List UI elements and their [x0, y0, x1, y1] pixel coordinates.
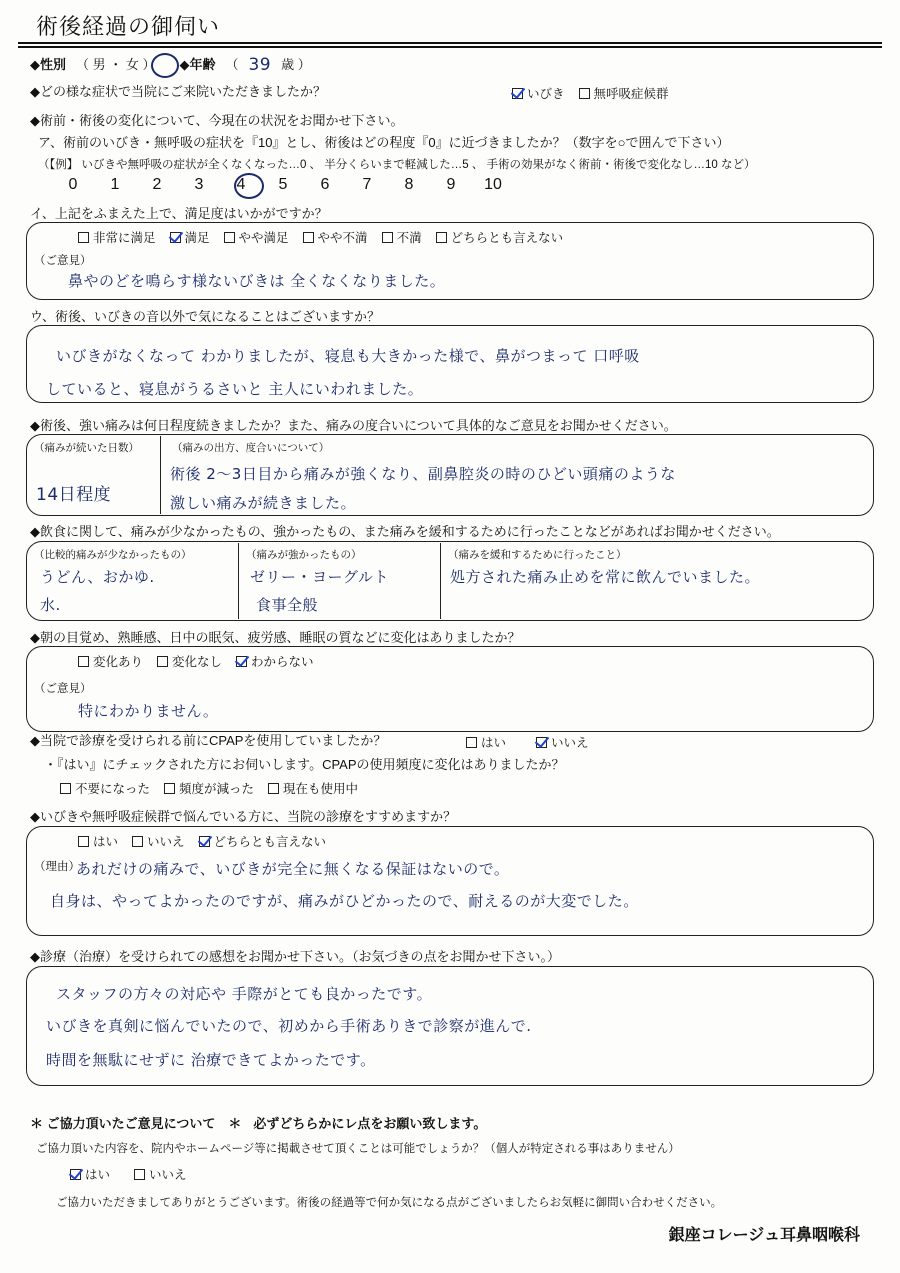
gender-selected-circle	[151, 53, 179, 78]
pain-detail-label: （痛みの出方、度合いについて）	[172, 442, 330, 454]
option-consent-yes[interactable]	[70, 1165, 110, 1183]
option-somewhat-dissatisfied[interactable]	[303, 228, 368, 246]
pain-box-divider	[160, 436, 161, 514]
food-col1-line2-row	[40, 594, 61, 615]
option-cpap-still-using[interactable]	[268, 779, 358, 797]
option-label: いいえ	[551, 736, 589, 750]
checkbox-icon[interactable]	[512, 88, 523, 99]
q-cpap-options	[466, 733, 603, 751]
sleep-comment-label: （ご意見）	[34, 683, 92, 695]
q-change-line-a	[38, 134, 730, 152]
checkbox-icon[interactable]	[60, 783, 71, 794]
consent-question-row	[36, 1140, 680, 1156]
consent-options	[70, 1165, 201, 1183]
q-recommend-options	[78, 832, 340, 850]
scale-6[interactable]: 6	[320, 176, 330, 193]
option-somewhat-satisfied[interactable]	[224, 228, 289, 246]
option-neither[interactable]	[436, 228, 564, 246]
option-label: はい	[481, 736, 507, 750]
food-col1-line2[interactable]: 水.	[40, 596, 61, 614]
checkbox-icon[interactable]	[170, 232, 181, 243]
scale-0[interactable]: 0	[68, 176, 78, 193]
food-col3-label-row	[448, 547, 627, 562]
scale-1[interactable]: 1	[110, 176, 120, 193]
q-cpap-label: ◆当院で診療を受けられる前にCPAPを使用していましたか？	[30, 733, 387, 748]
checkbox-icon[interactable]	[134, 1169, 145, 1180]
q-food-label: ◆飲食に関して、痛みが少なかったもの、強かったもの、また痛みを緩和するために行ったことなどがあればお聞かせください。	[30, 524, 780, 539]
option-label: 非常に満足	[93, 231, 156, 245]
impression-line3[interactable]: 時間を無駄にせずに 治療できてよかったです。	[46, 1051, 376, 1069]
pain-detail-line1[interactable]: 術後 2〜3日目から痛みが強くなり、副鼻腔炎の時のひどい頭痛のような	[170, 465, 676, 483]
option-label: やや不満	[317, 231, 368, 245]
checkbox-icon[interactable]	[199, 836, 210, 847]
q-change-label-row	[30, 112, 403, 130]
option-label: いいえ	[149, 1168, 187, 1182]
option-ibiki[interactable]	[512, 84, 565, 102]
severity-scale[interactable]	[52, 176, 514, 194]
impression-line2-row	[46, 1015, 531, 1036]
option-label: はい	[85, 1168, 111, 1182]
consent-heading-left: ＊ ご協力頂いたご意見について ＊	[30, 1116, 242, 1131]
q-symptom-options	[512, 84, 683, 102]
food-col2-line2[interactable]: 食事全般	[256, 596, 319, 614]
checkbox-icon[interactable]	[78, 656, 89, 667]
food-col2-line1[interactable]: ゼリー・ヨーグルト	[250, 568, 390, 586]
satisfaction-comment-value[interactable]: 鼻やのどを鳴らす様ないびきは 全くなくなりました。	[68, 272, 446, 290]
q-change-line-a-text: ア、術前のいびき・無呼吸の症状を『10』とし、術後はどの程度『0』に近づきましたか？（数字を○で囲んで下さい）	[38, 135, 730, 150]
option-label: 現在も使用中	[283, 782, 359, 796]
q-satisfaction-label: イ、上記をふまえた上で、満足度はいかがですか？	[30, 206, 328, 221]
consent-heading-right: 必ずどちらかにレ点をお願い致します。	[253, 1116, 487, 1131]
recommend-reason-line1-row	[76, 858, 509, 879]
scale-7[interactable]: 7	[362, 176, 372, 193]
food-col3-line1-row	[450, 566, 760, 587]
option-cpap-no[interactable]	[536, 733, 589, 751]
gender-label: ◆性別	[30, 57, 66, 73]
option-dissatisfied[interactable]	[382, 228, 422, 246]
option-label: 無呼吸症候群	[593, 87, 669, 101]
option-label: どちらとも言えない	[450, 231, 564, 245]
pain-days-value[interactable]: 14日程度	[36, 485, 112, 505]
consent-thanks-row	[56, 1194, 722, 1210]
q-sleep-label: ◆朝の目覚め、熟睡感、日中の眠気、疲労感、睡眠の質などに変化はありましたか？	[30, 630, 521, 645]
impression-line3-row	[46, 1049, 376, 1070]
option-recommend-yes[interactable]	[78, 832, 118, 850]
q-cpap-sub-options	[60, 779, 372, 797]
pain-days-label-row	[34, 440, 139, 455]
recommend-reason-label-row	[34, 858, 80, 874]
q-impression-label-row	[30, 948, 560, 966]
pain-days-value-row	[36, 480, 111, 505]
consent-thanks: ご協力いただきましてありがとうございます。術後の経過等で何か気になる点がございましたらお気軽に御問い合わせください。	[56, 1197, 723, 1209]
gender-options[interactable]: （ 男 ・ 女 ）	[76, 57, 156, 73]
satisfaction-comment-label: （ご意見）	[34, 255, 92, 267]
food-col2-label: （痛みが強かったもの）	[246, 549, 362, 561]
checkbox-icon[interactable]	[466, 737, 477, 748]
option-cpap-reduced[interactable]	[164, 779, 254, 797]
pain-days-label: （痛みが続いた日数）	[34, 442, 139, 454]
checkbox-icon[interactable]	[536, 737, 547, 748]
food-col1-line1-row	[40, 566, 155, 587]
checkbox-icon[interactable]	[164, 783, 175, 794]
checkbox-icon[interactable]	[579, 88, 590, 99]
checkbox-icon[interactable]	[132, 836, 143, 847]
scale-9[interactable]: 9	[446, 176, 456, 193]
option-changed[interactable]	[78, 652, 143, 670]
recommend-reason-line2[interactable]: 自身は、やってよかったのですが、痛みがひどかったので、耐えるのが大変でした。	[50, 892, 639, 910]
option-label: 頻度が減った	[179, 782, 255, 796]
option-unknown[interactable]	[236, 652, 314, 670]
checkbox-icon[interactable]	[303, 232, 314, 243]
q-other-label: ウ、術後、いびきの音以外で気になることはございますか？	[30, 309, 380, 324]
q-satisfaction-options	[78, 228, 577, 246]
age-value[interactable]: 39	[248, 55, 272, 75]
clinic-name: 銀座コレージュ耳鼻咽喉科	[668, 1225, 860, 1244]
satisfaction-comment-row	[68, 270, 445, 291]
q-satisfaction-label-row	[30, 205, 328, 223]
page-title: 術後経過の御伺い	[36, 15, 221, 40]
scale-4[interactable]: 4	[236, 176, 246, 193]
sleep-comment-value[interactable]: 特にわかりません。	[78, 702, 219, 720]
age-open-paren: （	[225, 57, 239, 73]
q-symptom-label-row	[30, 83, 326, 101]
q-food-label-row	[30, 523, 780, 541]
q-sleep-options	[78, 652, 328, 670]
food-col3-line1[interactable]: 処方された痛み止めを常に飲んでいました。	[450, 568, 761, 586]
scale-selected-circle	[234, 173, 264, 199]
option-label: わからない	[251, 655, 314, 669]
food-col2-label-row	[246, 547, 362, 562]
consent-question: ご協力頂いた内容を、院内やホームページ等に掲載させて頂くことは可能でしょうか？（個人が特定される事はありません）	[36, 1143, 680, 1155]
consent-heading-row	[30, 1115, 486, 1133]
pain-detail-line2[interactable]: 激しい痛みが続きました。	[170, 494, 357, 512]
sleep-comment-label-row	[34, 680, 92, 696]
food-col1-label-row	[34, 547, 192, 562]
food-col3-label: （痛みを緩和するために行ったこと）	[448, 549, 627, 561]
other-answer-line1[interactable]: いびきがなくなって わかりましたが、寝息も大きかった様で、鼻がつまって 口呼吸	[56, 347, 640, 365]
checkbox-icon[interactable]	[268, 783, 279, 794]
checkbox-icon[interactable]	[78, 836, 89, 847]
option-label: はい	[93, 835, 119, 849]
other-answer-line2[interactable]: していると、寝息がうるさいと 主人にいわれました。	[46, 380, 424, 398]
q-cpap-sub-label-row	[44, 756, 565, 774]
food-col2-line1-row	[250, 566, 389, 587]
option-cpap-not-needed[interactable]	[60, 779, 150, 797]
sleep-comment-row	[78, 700, 218, 721]
option-label: 変化あり	[93, 655, 144, 669]
option-satisfied[interactable]	[170, 228, 210, 246]
q-impression-label: ◆診療（治療）を受けられての感想をお聞かせ下さい。（お気づきの点をお聞かせ下さい。）	[30, 949, 560, 964]
q-cpap-label-row	[30, 732, 386, 750]
impression-line1-row	[56, 983, 432, 1004]
scale-3[interactable]: 3	[194, 176, 204, 193]
scale-2[interactable]: 2	[152, 176, 162, 193]
scale-5[interactable]: 5	[278, 176, 288, 193]
option-label: 不要になった	[75, 782, 151, 796]
q-recommend-label-row	[30, 808, 456, 826]
food-col2-line2-row	[256, 594, 318, 615]
option-very-satisfied[interactable]	[78, 228, 156, 246]
impression-line2[interactable]: いびきを真剣に悩んでいたので、初めから手術ありきで診察が進んで.	[46, 1017, 532, 1035]
option-apnea[interactable]	[579, 84, 669, 102]
option-recommend-no[interactable]	[132, 832, 185, 850]
other-answer-line1-row	[56, 345, 640, 366]
option-label: いいえ	[147, 835, 185, 849]
food-col1-line1[interactable]: うどん、おかゆ.	[40, 568, 155, 586]
pain-detail-line2-row	[170, 492, 356, 513]
q-pain-label-row	[30, 417, 677, 435]
pain-detail-label-row	[172, 440, 329, 455]
option-label: 満足	[184, 231, 210, 245]
scale-8[interactable]: 8	[404, 176, 414, 193]
option-recommend-neither[interactable]	[199, 832, 327, 850]
q-pain-label: ◆術後、強い痛みは何日程度続きましたか？また、痛みの度合いについて具体的なご意見をお聞かせください。	[30, 418, 677, 433]
recommend-reason-label: （理由）	[34, 861, 80, 873]
recommend-reason-line1[interactable]: あれだけの痛みで、いびきが完全に無くなる保証はないので。	[76, 860, 510, 878]
food-divider-1	[238, 543, 239, 619]
age-close-paren: 歳 ）	[281, 57, 311, 73]
checkbox-icon[interactable]	[224, 232, 235, 243]
q-symptom-label: ◆どの様な症状で当院にご来院いただきましたか？	[30, 84, 326, 99]
q-other-label-row	[30, 308, 380, 326]
age-label: ◆年齢	[179, 57, 216, 73]
option-label: 不満	[396, 231, 422, 245]
option-label: やや満足	[238, 231, 289, 245]
checkbox-icon[interactable]	[70, 1169, 81, 1180]
checkbox-icon[interactable]	[436, 232, 447, 243]
checkbox-icon[interactable]	[78, 232, 89, 243]
recommend-reason-line2-row	[50, 890, 639, 911]
satisfaction-comment-label-row	[34, 252, 92, 268]
option-unchanged[interactable]	[157, 652, 222, 670]
q-change-example-text: （【例】 いびきや無呼吸の症状が全くなくなった…0 、 半分くらいまで軽減した…5 、 手術の効果がなく術前・術後で変化なし…10 など）	[38, 159, 756, 171]
title-divider	[18, 42, 882, 48]
q-cpap-sub-label: ・『はい』にチェックされた方にお伺いします。CPAPの使用頻度に変化はありましたか？	[44, 757, 565, 772]
checkbox-icon[interactable]	[157, 656, 168, 667]
q-change-example	[38, 156, 756, 172]
q-change-label: ◆術前・術後の変化について、今現在の状況をお聞かせ下さい。	[30, 113, 404, 128]
option-label: いびき	[527, 87, 565, 101]
option-label: どちらとも言えない	[213, 835, 327, 849]
impression-line1[interactable]: スタッフの方々の対応や 手際がとても良かったです。	[56, 985, 433, 1003]
food-divider-2	[440, 543, 441, 619]
other-answer-line2-row	[46, 378, 423, 399]
checkbox-icon[interactable]	[382, 232, 393, 243]
q-recommend-label: ◆いびきや無呼吸症候群で悩んでいる方に、当院の診療をすすめますか？	[30, 809, 457, 824]
option-label: 変化なし	[172, 655, 223, 669]
option-consent-no[interactable]	[134, 1165, 187, 1183]
option-cpap-yes[interactable]	[466, 733, 506, 751]
q-sleep-label-row	[30, 629, 520, 647]
pain-detail-line1-row	[170, 463, 676, 484]
food-col1-label: （比較的痛みが少なかったもの）	[34, 549, 192, 561]
checkbox-icon[interactable]	[236, 656, 247, 667]
scale-10[interactable]: 10	[484, 176, 502, 193]
